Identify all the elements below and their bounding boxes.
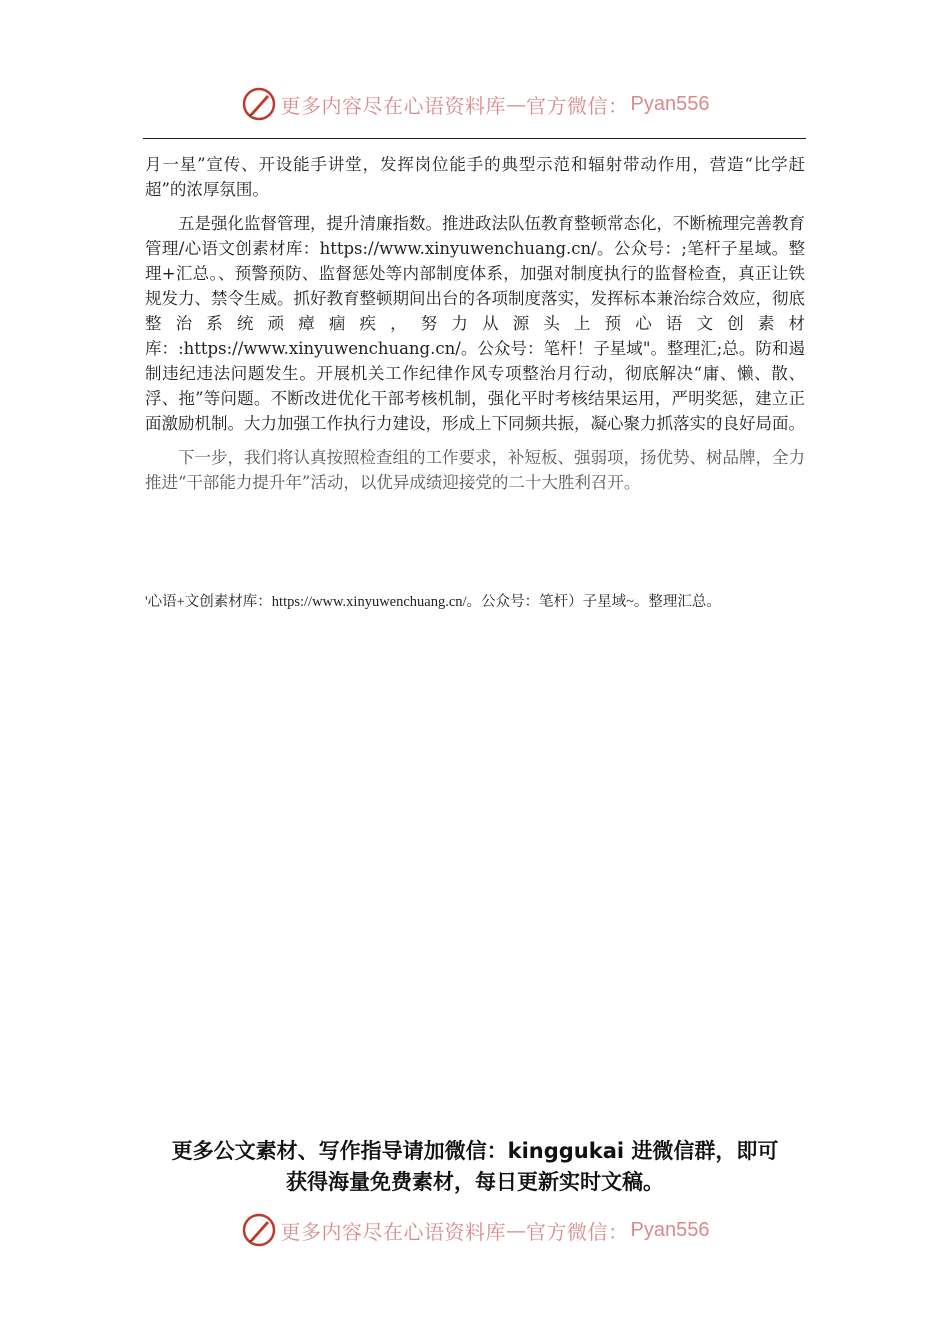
paragraph-1: 月一星”宣传、开设能手讲堂，发挥岗位能手的典型示范和辐射带动作用，营造“比学赶超”的浓厚氛围。 (145, 155, 805, 199)
pen-logo-icon (241, 1212, 277, 1248)
footer-banner (0, 1210, 950, 1250)
footer-banner-separator: — (506, 1218, 527, 1242)
promo-block (0, 1136, 950, 1198)
header-divider (143, 138, 806, 139)
paragraph-2: 五是强化监督管理，提升清廉指数。推进政法队伍教育整顿常态化，不断梳理完善教育管理/心语文创素材库：https://www.xinyuwenchuang.cn/。公众号：;笔杆子星域。整理+汇总。、预警预防、监督惩处等内部制度体系，加强对制度执行的监督检查，真正让铁规发力、禁令生威。抓好教育整顿期间出台的各项制度落实，发挥标本兼治综合效应，彻底整治系统顽瘴痼疾，努力从源头上预心语文创素材库：:https://www.xinyuwenchuang.cn/。公众号：笔杆！子星域"。整理汇;总。防和遏制违纪违法问题发生。开展机关工作纪律作风专项整治月行动，彻底解决“庸、懒、散、浮、拖”等问题。不断改进优化干部考核机制，强化平时考核结果运用，严明奖惩，建立正面激励机制。大力加强工作执行力建设，形成上下同频共振，凝心聚力抓落实的良好局面。 (145, 214, 805, 433)
footer-banner-label: 官方微信： (526, 1219, 629, 1244)
footer-banner-id: Pyan556 (630, 1218, 710, 1241)
source-footnote: '心语+文创素材库：https://www.xinyuwenchuang.cn/。公众号：笔杆）子星域~。整理汇总。 (145, 594, 721, 610)
header-banner-label: 官方微信： (526, 93, 629, 118)
promo-line-2: 获得海量免费素材，每日更新实时文稿。 (286, 1170, 664, 1194)
document-body (145, 152, 805, 504)
paragraph-3: 下一步，我们将认真按照检查组的工作要求，补短板、强弱项，扬优势、树品牌，全力推进“干部能力提升年”活动，以优异成绩迎接党的二十大胜利召开。 (145, 448, 805, 492)
footer-banner-text: 更多内容尽在心语资料库 (280, 1219, 507, 1244)
pen-logo-icon (241, 86, 277, 122)
header-banner (0, 84, 950, 124)
header-banner-id: Pyan556 (630, 92, 710, 115)
header-banner-separator: — (506, 92, 527, 116)
promo-line-1: 更多公文素材、写作指导请加微信：kinggukai 进微信群，即可 (171, 1139, 779, 1163)
header-banner-text: 更多内容尽在心语资料库 (280, 93, 507, 118)
